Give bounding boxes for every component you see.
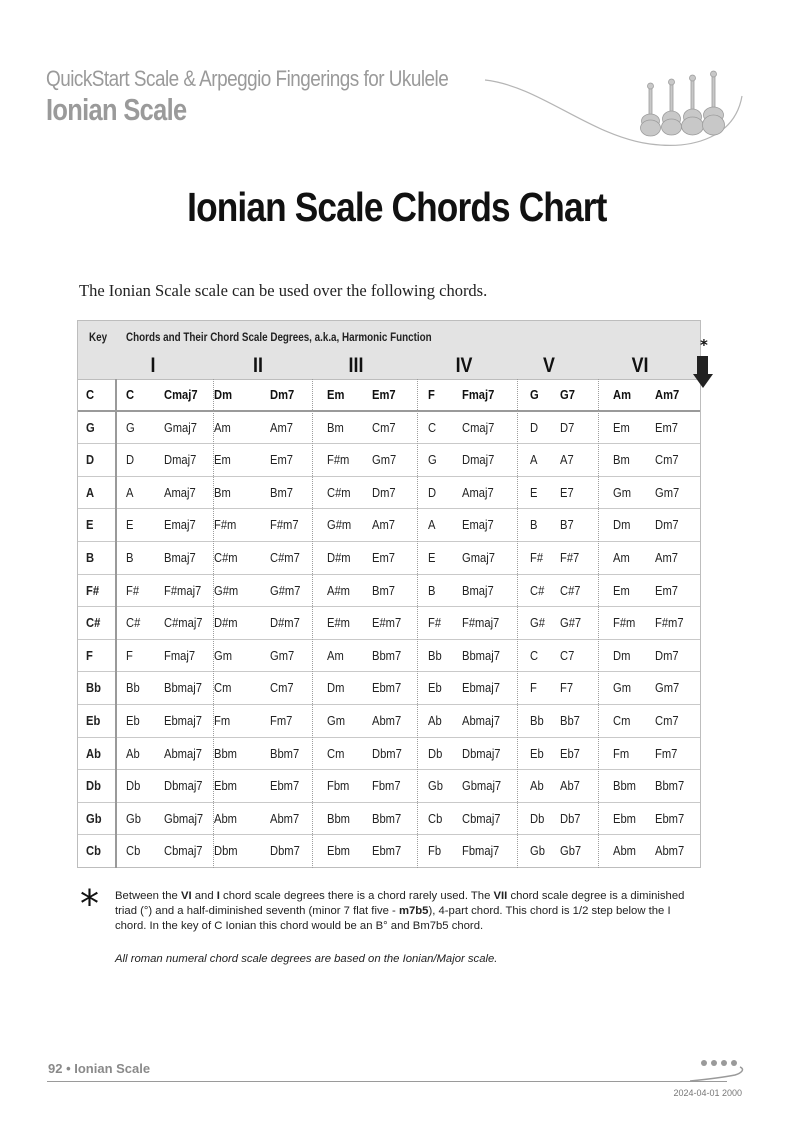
chord-cell: Bbm	[214, 745, 237, 761]
chord-cell: Bbm7	[270, 745, 300, 761]
degree-divider	[417, 379, 418, 868]
chord-cell: F#m	[327, 452, 350, 468]
page-title	[0, 184, 794, 231]
chord-cell: Gb	[126, 810, 141, 826]
chord-cell: Fm7	[655, 745, 678, 761]
chord-cell: Fbm7	[372, 778, 401, 794]
marker-asterisk: *	[700, 338, 708, 354]
chord-cell: Ab	[428, 713, 442, 728]
chord-cell: Am7	[372, 517, 395, 533]
chord-cell: F#maj7	[462, 615, 500, 631]
table-row	[78, 640, 700, 673]
page-footer-label: 92 • Ionian Scale	[48, 1061, 151, 1076]
chord-cell: Abm7	[655, 843, 685, 859]
chord-cell: Cmaj7	[462, 419, 495, 435]
chord-cell: Eb	[428, 680, 442, 696]
key-cell: F	[86, 647, 93, 663]
chord-cell: F#m7	[655, 615, 684, 631]
chord-cell: G7	[560, 387, 575, 402]
chord-cell: Bbmaj7	[164, 680, 202, 696]
chord-cell: Cb	[428, 810, 443, 826]
chord-cell: Gbmaj7	[462, 778, 502, 794]
chord-cell: Cm	[327, 745, 345, 761]
chord-cell: Em	[613, 582, 630, 598]
table-row	[78, 542, 700, 575]
chord-cell: G#7	[560, 615, 582, 631]
chord-cell: Am	[613, 387, 632, 402]
chord-cell: Ab	[126, 745, 140, 761]
table-row	[78, 379, 700, 412]
degree-numeral-vi: VI	[631, 354, 649, 377]
chord-cell: Em7	[655, 419, 678, 435]
footnote-italic-note: All roman numeral chord scale degrees are based on the Ionian/Major scale.	[115, 953, 498, 965]
table-row	[78, 705, 700, 738]
degree-divider	[598, 379, 599, 868]
chart-grid	[77, 379, 701, 868]
footer-date: 2024-04-01 2000	[673, 1088, 742, 1098]
down-arrow-marker-icon	[693, 338, 713, 390]
chord-cell: Cb	[126, 843, 141, 859]
chord-cell: Cm7	[270, 680, 294, 696]
chord-cell: Bm	[214, 484, 231, 500]
chord-cell: Bb7	[560, 713, 580, 728]
table-row	[78, 575, 700, 608]
chord-cell: F#m	[214, 517, 237, 533]
chord-cell: Ebmaj7	[164, 713, 202, 728]
chord-cell: C	[428, 419, 437, 435]
chord-cell: Dmaj7	[462, 452, 495, 468]
chord-cell: Cm7	[655, 452, 679, 468]
footnote-emphasis: m7b5	[398, 905, 429, 918]
chord-cell: Abmaj7	[164, 745, 202, 761]
chord-cell: E	[530, 484, 538, 500]
chord-cell: Am7	[270, 419, 293, 435]
chord-cell: Abmaj7	[462, 713, 500, 728]
chord-cell: Dbmaj7	[164, 778, 203, 794]
chord-cell: D#m7	[270, 615, 300, 631]
chord-cell: C	[530, 647, 539, 663]
chord-cell: Ebm	[214, 778, 237, 794]
table-row	[78, 509, 700, 542]
key-cell: G	[86, 419, 95, 435]
chord-cell: Ebm	[327, 843, 350, 859]
section-title: Ionian Scale	[46, 92, 187, 127]
chord-cell: F#	[530, 550, 544, 565]
key-cell: Ab	[86, 745, 101, 761]
chord-cell: Dm	[613, 647, 631, 663]
chord-cell: Ebm7	[655, 810, 685, 826]
table-row	[78, 803, 700, 836]
chart-header	[77, 320, 701, 380]
chord-cell: Abm	[214, 810, 237, 826]
chord-cell: G#m	[327, 517, 352, 533]
chord-cell: Bb	[126, 680, 140, 696]
chord-cell: Dm7	[372, 484, 396, 500]
chord-cell: Em	[613, 419, 630, 435]
chord-cell: C#	[530, 582, 545, 598]
key-cell: Gb	[86, 810, 102, 826]
chord-cell: Abm7	[270, 810, 300, 826]
chord-cell: A7	[560, 452, 574, 468]
table-row	[78, 607, 700, 640]
chord-cell: G	[530, 387, 539, 402]
degree-numeral-v: V	[543, 354, 555, 377]
chord-cell: Bbm7	[372, 810, 402, 826]
degree-divider	[213, 379, 214, 868]
chord-cell: Cbmaj7	[164, 843, 203, 859]
table-row	[78, 835, 700, 868]
chord-cell: Dm7	[655, 517, 679, 533]
chord-cell: Cm	[214, 680, 232, 696]
key-cell: Bb	[86, 680, 101, 696]
chord-cell: Ebm7	[270, 778, 300, 794]
key-cell: Cb	[86, 843, 101, 859]
chord-cell: C#	[126, 615, 141, 631]
chord-cell: Db7	[560, 810, 581, 826]
chord-cell: F#maj7	[164, 582, 202, 598]
footnote-segment: and	[191, 890, 217, 902]
chord-cell: F	[126, 647, 133, 663]
chord-cell: D#m	[214, 615, 238, 631]
chord-cell: Am	[327, 647, 344, 663]
footnote-emphasis: I	[216, 890, 220, 902]
chord-cell: Em	[327, 387, 345, 402]
chord-cell: Dm	[327, 680, 345, 696]
chord-cell: Ebm	[613, 810, 636, 826]
chord-cell: Bbm	[327, 810, 350, 826]
chord-cell: Dbmaj7	[462, 745, 501, 761]
chord-cell: Bbm7	[372, 647, 402, 663]
footnote-segment: chord scale degree is a diminished triad (°) and a half-diminished seventh (minor 7 flat five -	[115, 890, 685, 918]
chord-cell: C#7	[560, 582, 581, 598]
chord-cell: Bbm7	[655, 778, 685, 794]
chord-cell: F#	[126, 582, 140, 598]
chord-cell: Eb	[530, 745, 544, 761]
footnote-text	[115, 889, 690, 935]
chord-cell: Bm7	[372, 582, 395, 598]
key-column-label: Key	[89, 330, 108, 344]
chord-cell: Cm	[613, 713, 631, 728]
table-row	[78, 770, 700, 803]
table-row	[78, 412, 700, 445]
chord-cell: Gm	[214, 647, 233, 663]
chord-cell: Gm	[613, 484, 632, 500]
chord-cell: D	[530, 419, 539, 435]
chord-cell: Am7	[655, 550, 678, 565]
chord-cell: Dbm7	[372, 745, 402, 761]
chord-cell: Em7	[372, 387, 396, 402]
key-cell: E	[86, 517, 94, 533]
key-cell: C#	[86, 615, 101, 631]
chord-cell: Dm	[613, 517, 631, 533]
table-row	[78, 738, 700, 771]
chord-cell: D	[428, 484, 437, 500]
chord-cell: B7	[560, 517, 574, 533]
chord-cell: Amaj7	[462, 484, 494, 500]
chord-cell: E7	[560, 484, 574, 500]
chord-cell: Em7	[270, 452, 293, 468]
chord-cell: Cbmaj7	[462, 810, 501, 826]
chord-cell: G	[428, 452, 437, 468]
chord-cell: Dbm7	[270, 843, 300, 859]
chord-cell: Am	[613, 550, 630, 565]
chord-cell: F7	[560, 680, 574, 696]
chord-cell: Fbm	[327, 778, 350, 794]
chord-cell: Db	[530, 810, 545, 826]
footnote-emphasis: VI	[180, 890, 192, 902]
ukulele-heads-icon	[690, 1055, 750, 1085]
chord-cell: Bmaj7	[462, 582, 494, 598]
chord-cell: Bb	[428, 647, 442, 663]
chord-cell: B	[530, 517, 538, 533]
chord-cell: Fbmaj7	[462, 843, 500, 859]
chord-cell: F#	[428, 615, 442, 631]
footnote-segment: Between the	[115, 890, 181, 902]
chord-cell: Bbm	[613, 778, 636, 794]
key-cell: C	[86, 387, 95, 402]
footer-rule	[47, 1081, 727, 1082]
chord-cell: Dm7	[655, 647, 679, 663]
table-row	[78, 672, 700, 705]
chord-cell: Bm	[613, 452, 630, 468]
chord-cell: Bm7	[270, 484, 293, 500]
chord-cell: Bbmaj7	[462, 647, 500, 663]
chord-cell: G#m	[214, 582, 239, 598]
chord-cell: Ab7	[560, 778, 580, 794]
chord-cell: Ab	[530, 778, 544, 794]
key-cell: Db	[86, 778, 101, 794]
chord-cell: Fm7	[270, 713, 293, 728]
degree-numeral-i: I	[150, 354, 156, 377]
chord-cell: Dbm	[214, 843, 238, 859]
chord-cell: A	[530, 452, 538, 468]
chord-cell: Bmaj7	[164, 550, 196, 565]
chord-cell: Em7	[372, 550, 395, 565]
chord-cell: D7	[560, 419, 575, 435]
key-cell: D	[86, 452, 95, 468]
chord-cell: C#m7	[270, 550, 300, 565]
chord-cell: Dm7	[270, 387, 295, 402]
chord-cell: G	[126, 419, 135, 435]
chord-cell: Gmaj7	[164, 419, 197, 435]
chord-cell: Db	[126, 778, 141, 794]
chord-cell: Cm7	[655, 713, 679, 728]
chord-cell: Eb7	[560, 745, 580, 761]
chord-cell: Bm	[327, 419, 344, 435]
chord-cell: Cmaj7	[164, 387, 198, 402]
key-cell: Eb	[86, 713, 101, 728]
chord-cell: Gm	[613, 680, 632, 696]
chord-cell: E#m7	[372, 615, 402, 631]
chord-cell: Em	[214, 452, 231, 468]
chord-cell: A#m	[327, 582, 350, 598]
chord-cell: Fm	[214, 713, 231, 728]
chord-cell: Gbmaj7	[164, 810, 204, 826]
chords-chart	[77, 320, 701, 868]
chord-cell: G#	[530, 615, 545, 631]
chord-cell: D#m	[327, 550, 351, 565]
chord-cell: Fm	[613, 745, 630, 761]
chord-cell: Gm7	[372, 452, 397, 468]
chord-cell: Fmaj7	[164, 647, 196, 663]
chord-cell: C7	[560, 647, 575, 663]
table-row	[78, 477, 700, 510]
degree-divider	[517, 379, 518, 868]
key-cell: F#	[86, 582, 100, 598]
chord-cell: A	[428, 517, 436, 533]
chord-cell: Emaj7	[462, 517, 494, 533]
chord-cell: Dm	[214, 387, 233, 402]
chord-cell: E	[126, 517, 134, 533]
chord-cell: Db	[428, 745, 443, 761]
table-row	[78, 444, 700, 477]
chord-cell: Am7	[655, 387, 680, 402]
chord-cell: B	[428, 582, 436, 598]
chord-cell: C#m	[327, 484, 351, 500]
footnote-segment: chord scale degrees there is a chord rarely used. The	[219, 890, 494, 902]
key-divider	[115, 379, 117, 868]
chord-cell: Amaj7	[164, 484, 196, 500]
key-cell: B	[86, 550, 95, 565]
chord-cell: F#m	[613, 615, 636, 631]
chord-cell: Ebmaj7	[462, 680, 500, 696]
chord-cell: Fb	[428, 843, 442, 859]
footnote-emphasis: VII	[493, 890, 508, 902]
chord-cell: Gm7	[655, 680, 680, 696]
chord-cell: Abm7	[372, 713, 402, 728]
chord-cell: F#7	[560, 550, 580, 565]
key-cell: A	[86, 484, 95, 500]
chord-cell: F#m7	[270, 517, 299, 533]
chord-cell: F	[530, 680, 537, 696]
chord-cell: E	[428, 550, 436, 565]
chord-cell: Ebm7	[372, 843, 402, 859]
chart-description: Chords and Their Chord Scale Degrees, a.k.a, Harmonic Function	[126, 330, 432, 344]
chord-cell: Gm7	[655, 484, 680, 500]
chord-cell: Dmaj7	[164, 452, 197, 468]
page-title-text: Ionian Scale Chords Chart	[187, 184, 607, 230]
chord-cell: Gm7	[270, 647, 295, 663]
chord-cell: D	[126, 452, 135, 468]
chord-cell: G#m7	[270, 582, 301, 598]
chord-cell: Emaj7	[164, 517, 196, 533]
degree-numeral-iv: IV	[455, 354, 473, 377]
chord-cell: Am	[214, 419, 231, 435]
footnote-segment: ), 4-part chord. This chord is 1/2 step below the I chord. In the key of C Ionian this chord would be an B° and Bm7b5 chord.	[115, 905, 671, 933]
chord-cell: C#m	[214, 550, 238, 565]
chord-cell: Gb	[428, 778, 443, 794]
chord-cell: Gm	[327, 713, 346, 728]
ukulele-group-icon	[480, 66, 750, 150]
chord-cell: E#m	[327, 615, 350, 631]
asterisk-icon: *	[80, 882, 99, 926]
chord-cell: C	[126, 387, 135, 402]
chord-cell: F	[428, 387, 435, 402]
chord-cell: B	[126, 550, 134, 565]
chord-cell: Ebm7	[372, 680, 402, 696]
series-title: QuickStart Scale & Arpeggio Fingerings for Ukulele	[46, 66, 449, 91]
chord-cell: C#maj7	[164, 615, 203, 631]
chord-cell: Gmaj7	[462, 550, 495, 565]
chord-cell: Abm	[613, 843, 636, 859]
degree-divider	[312, 379, 313, 868]
degree-numeral-ii: II	[253, 354, 263, 377]
chord-cell: Gb7	[560, 843, 582, 859]
chord-cell: Fmaj7	[462, 387, 495, 402]
chord-cell: Cm7	[372, 419, 396, 435]
chord-cell: Em7	[655, 582, 678, 598]
degree-numeral-iii: III	[348, 354, 364, 377]
chord-cell: Gb	[530, 843, 545, 859]
chord-cell: Bb	[530, 713, 544, 728]
chord-cell: Eb	[126, 713, 140, 728]
intro-text: The Ionian Scale scale can be used over the following chords.	[79, 281, 488, 300]
chord-cell: A	[126, 484, 134, 500]
